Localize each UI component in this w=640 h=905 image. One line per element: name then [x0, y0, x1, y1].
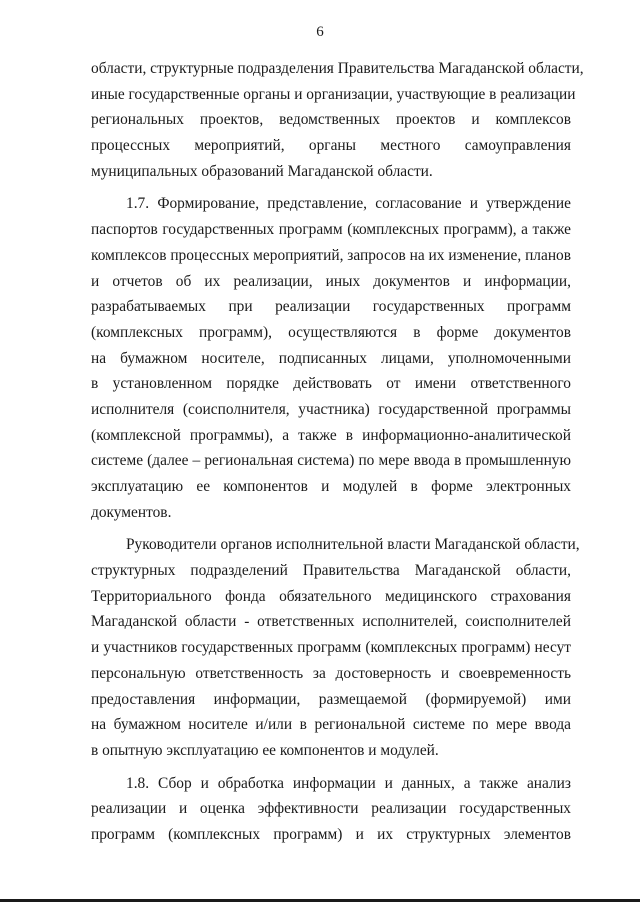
text-line: 1.8. Сбор и обработка информации и данных, а также анализ — [126, 774, 571, 792]
text-line: и участников государственных программ (комплексных программ) несут — [91, 639, 571, 657]
text-line: эксплуатацию ее компонентов и модулей в форме электронных — [91, 478, 571, 495]
text-line: процессных мероприятий, органы местного самоуправления — [91, 137, 571, 155]
text-line: в установленном порядке действовать от имени ответственного — [91, 375, 571, 393]
text-line: на бумажном носителе и/или в региональной системе по мере ввода — [91, 716, 571, 734]
text-line: системе (далее – региональная система) по мере ввода в промышленную — [91, 452, 571, 470]
text-line: документов. — [91, 503, 172, 521]
text-line: и отчетов об их реализации, иных документов и информации, — [91, 272, 571, 290]
text-line: региональных проектов, ведомственных проектов и комплексов — [91, 111, 571, 129]
text-line: программ (комплексных программ) и их структурных элементов — [91, 825, 571, 843]
text-line: Руководители органов исполнительной власти Магаданской области, — [126, 536, 580, 554]
document-body — [91, 56, 584, 848]
page-number: 6 — [316, 24, 324, 40]
text-line: исполнителя (соисполнителя, участника) государственной программы — [91, 400, 571, 418]
text-line: 1.7. Формирование, представление, согласование и утверждение — [126, 195, 571, 213]
text-line: Магаданской области - ответственных исполнителей, соисполнителей — [91, 613, 571, 631]
text-line: комплексов процессных мероприятий, запросов на их изменение, планов — [91, 246, 572, 264]
text-line: (комплексных программ), осуществляются в форме документов — [91, 323, 571, 341]
text-line: (комплексной программы), а также в информационно-аналитической — [91, 426, 571, 444]
text-line: иные государственные органы и организации, участвующие в реализации — [91, 85, 576, 103]
text-line: паспортов государственных программ (комплексных программ), а также — [91, 221, 571, 239]
bottom-border — [0, 899, 640, 902]
text-line: муниципальных образований Магаданской области. — [91, 162, 433, 180]
text-line: персональную ответственность за достоверность и своевременность — [91, 664, 571, 682]
text-line: на бумажном носителе, подписанных лицами, уполномоченными — [91, 349, 571, 367]
text-line: реализации и оценка эффективности реализации государственных — [91, 800, 571, 818]
text-line: предоставления информации, размещаемой (формируемой) ими — [91, 690, 571, 708]
text-line: области, структурные подразделения Правительства Магаданской области, — [91, 60, 584, 77]
text-line: Территориального фонда обязательного медицинского страхования — [91, 587, 571, 605]
text-line: разрабатываемых при реализации государственных программ — [91, 298, 571, 316]
text-line: в опытную эксплуатацию ее компонентов и модулей. — [91, 741, 439, 759]
text-line: структурных подразделений Правительства Магаданской области, — [91, 562, 571, 580]
